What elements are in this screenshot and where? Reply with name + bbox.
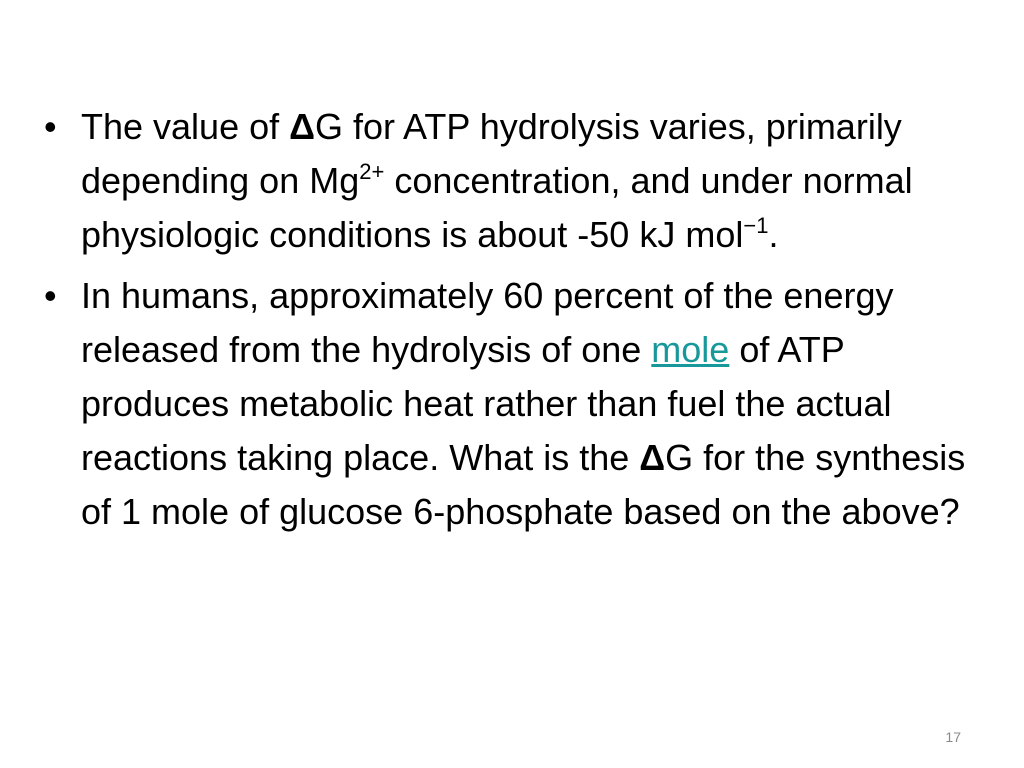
bullet-mark: • [44, 106, 57, 147]
bullet-1-text: concentration, and under normal physiologic conditions is about -50 kJ mol [81, 160, 913, 255]
bullet-1-text: The value of [81, 106, 290, 147]
bullet-1-text: G for ATP hydrolysis varies, primarily depending on Mg [81, 106, 902, 201]
bullet-1-text: . [768, 214, 779, 255]
bullet-list [44, 100, 984, 539]
superscript-exponent: −1 [743, 213, 769, 238]
bullet-2-text: G for the synthesis of 1 mole of glucose 6-phosphate based on the above? [81, 437, 966, 532]
bullet-item-2 [44, 269, 984, 539]
bullet-2-text: In humans, approximately 60 percent of the energy released from the hydrolysis of one [81, 275, 894, 370]
bullet-item-1 [44, 100, 984, 262]
superscript-charge: 2+ [359, 159, 385, 184]
bullet-mark: • [44, 275, 57, 316]
delta-symbol: Δ [639, 437, 666, 478]
mole-link[interactable]: mole [651, 329, 730, 370]
bullet-2-text: of ATP produces metabolic heat rather than fuel the actual reactions taking place. What is the [81, 329, 892, 478]
slide-content [44, 100, 984, 546]
delta-symbol: Δ [289, 106, 315, 147]
slide-number: 17 [945, 729, 961, 745]
